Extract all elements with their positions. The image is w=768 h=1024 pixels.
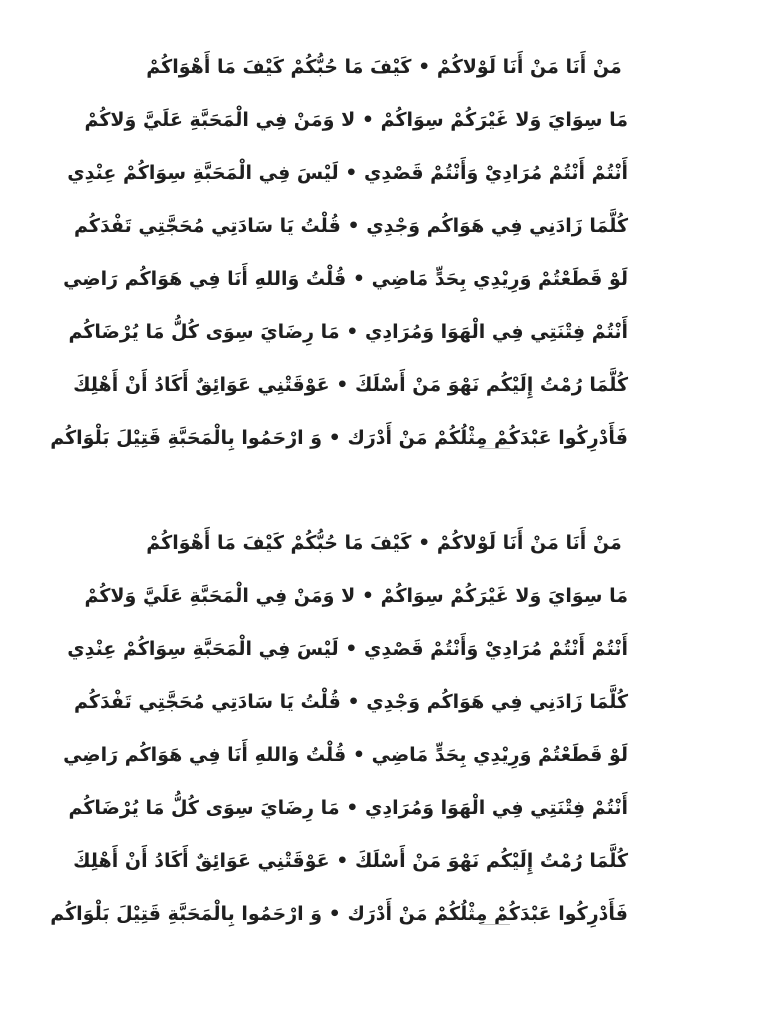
poem-line: فَأَدْرِكُوا عَبْدَكُمْ مِثْلُكُمْ مَنْ أَدْرَك • وَ ارْحَمُوا بِالْمَحَبَّةِ قَتِيْلَ بَلْوَاكُم xyxy=(50,903,628,925)
poem-line: مَا سِوَايَ وَلا غَيْرَكُمْ سِوَاكُمْ • لا وَمَنْ فِي الْمَحَبَّةِ عَلَيَّ وَلاكُمْ xyxy=(84,585,628,607)
poem-line: كُلَّمَا رُمْتُ إِلَيْكُم نَهْوَ مَنْ أَسْلَكَ • عَوْقَتْنِي عَوَائِقٌ أَكَادُ أَنْ أَهْلِكَ xyxy=(73,850,628,872)
poem-line: أَنْتُمْ فِتْنَتِي فِي الْهَوَا وَمُرَادِي • مَا رِضَايَ سِوَى كُلُّ مَا يُرْضَاكُم xyxy=(68,797,628,819)
poem-line: مَنْ أَنَا مَنْ أَنَا لَوْلاكُمْ • كَيْفَ مَا حُبُّكُمْ كَيْفَ مَا أَهْوَاكُمْ xyxy=(146,532,622,554)
poem-line: مَنْ أَنَا مَنْ أَنَا لَوْلاكُمْ • كَيْفَ مَا حُبُّكُمْ كَيْفَ مَا أَهْوَاكُمْ xyxy=(146,56,622,78)
poem-line: كُلَّمَا زَادَنِي فِي هَوَاكُم وَجْدِي • قُلْتُ يَا سَادَتِي مُحَجَّتِي تَفْدَكُم xyxy=(74,215,628,237)
poem-line: كُلَّمَا زَادَنِي فِي هَوَاكُم وَجْدِي • قُلْتُ يَا سَادَتِي مُحَجَّتِي تَفْدَكُم xyxy=(74,691,628,713)
poem-line: أَنْتُمْ أَنْتُمْ مُرَادِيْ وَأَنْتُمْ قَصْدِي • لَيْسَ فِي الْمَحَبَّةِ سِوَاكُمْ عِنْدِي xyxy=(67,162,628,184)
poem-line: مَا سِوَايَ وَلا غَيْرَكُمْ سِوَاكُمْ • لا وَمَنْ فِي الْمَحَبَّةِ عَلَيَّ وَلاكُمْ xyxy=(84,109,628,131)
cropped-mark xyxy=(480,448,510,455)
poem-line: لَوْ قَطَعْتُمْ وَرِيْدِي بِحَدٍّ مَاضِي • قُلْتُ وَاللهِ أَنَا فِي هَوَاكُم رَاضِي xyxy=(63,744,628,766)
poem-line: أَنْتُمْ أَنْتُمْ مُرَادِيْ وَأَنْتُمْ قَصْدِي • لَيْسَ فِي الْمَحَبَّةِ سِوَاكُمْ عِنْدِي xyxy=(67,638,628,660)
poem-block-2 xyxy=(50,530,628,954)
poem-line: أَنْتُمْ فِتْنَتِي فِي الْهَوَا وَمُرَادِي • مَا رِضَايَ سِوَى كُلُّ مَا يُرْضَاكُم xyxy=(68,321,628,343)
poem-line: لَوْ قَطَعْتُمْ وَرِيْدِي بِحَدٍّ مَاضِي • قُلْتُ وَاللهِ أَنَا فِي هَوَاكُم رَاضِي xyxy=(63,268,628,290)
cropped-mark xyxy=(480,924,510,931)
poem-line: كُلَّمَا رُمْتُ إِلَيْكُم نَهْوَ مَنْ أَسْلَكَ • عَوْقَتْنِي عَوَائِقٌ أَكَادُ أَنْ أَهْلِكَ xyxy=(73,374,628,396)
poem-line: فَأَدْرِكُوا عَبْدَكُمْ مِثْلُكُمْ مَنْ أَدْرَك • وَ ارْحَمُوا بِالْمَحَبَّةِ قَتِيْلَ بَلْوَاكُم xyxy=(50,427,628,449)
poem-block-1 xyxy=(50,54,628,478)
